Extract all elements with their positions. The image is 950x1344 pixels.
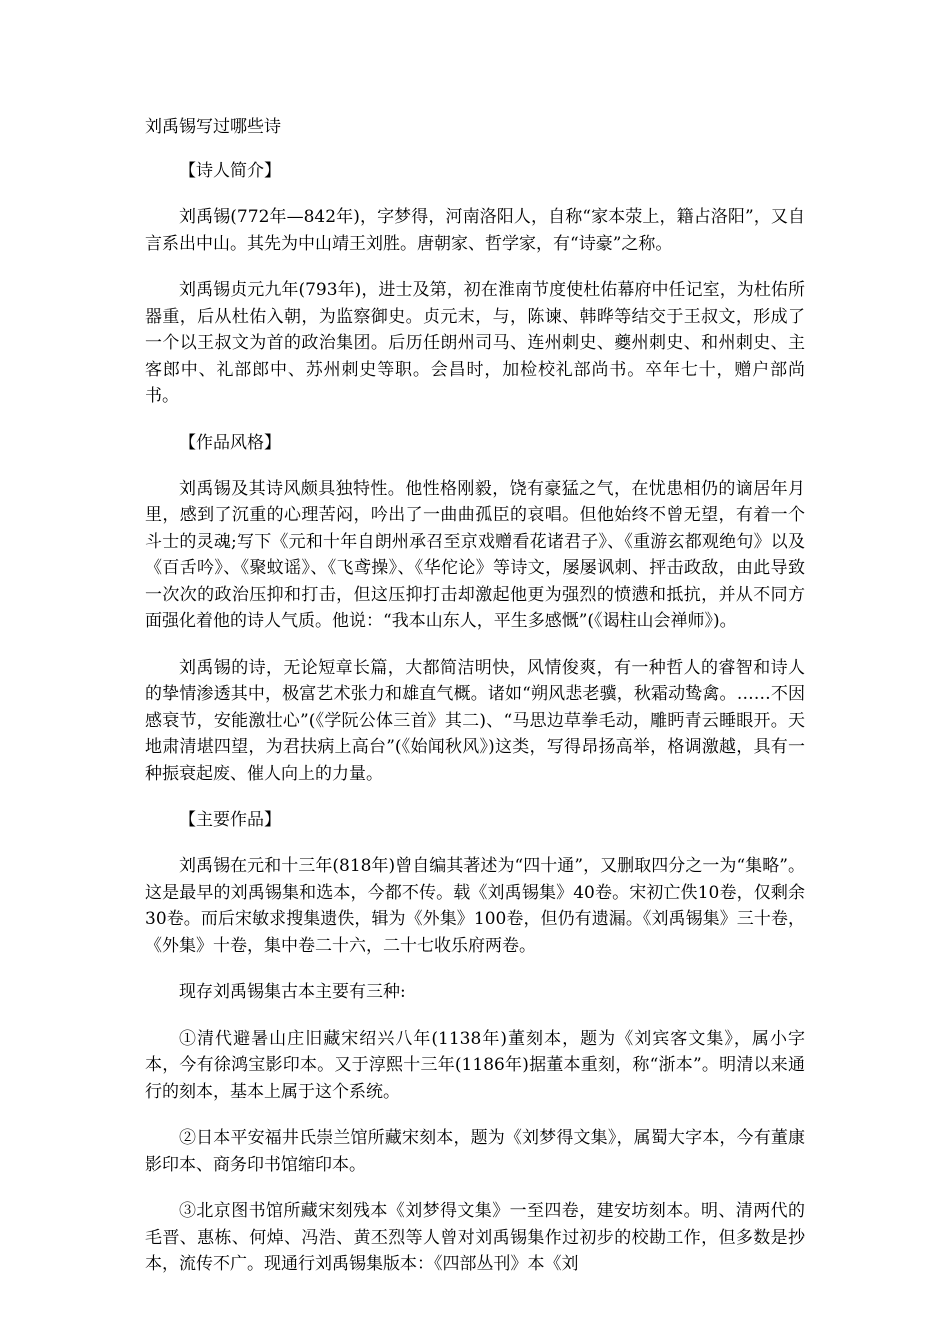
paragraph: 刘禹锡及其诗风颇具独特性。他性格刚毅，饶有豪猛之气，在忧患相仍的谪居年月里，感到了沉重的心理苦闷，吟出了一曲曲孤臣的哀唱。但他始终不曾无望，有着一个斗士的灵魂;写下《元和十年自朗州承召至京戏赠看花诸君子》、《重游玄都观绝句》以及《百舌吟》、《聚蚊谣》、《飞鸢操》、《华佗论》等诗文，屡屡讽刺、抨击政敌，由此导致一次次的政治压抑和打击，但这压抑打击却激起他更为强烈的愤懑和抵抗，并从不同方面强化着他的诗人气质。他说：“我本山东人，平生多感慨”(《谒柱山会禅师》)。 (145, 478, 805, 631)
document-title: 刘禹锡写过哪些诗 (145, 117, 281, 137)
paragraph: ①清代避暑山庄旧藏宋绍兴八年(1138年)董刻本，题为《刘宾客文集》，属小字本，今有徐鸿宝影印本。又于淳熙十三年(1186年)据董本重刻，称“浙本”。明清以来通行的刻本，基本上属于这个系统。 (145, 1028, 805, 1102)
section-heading-works: 【主要作品】 (179, 810, 281, 830)
document-page (145, 114, 805, 1298)
paragraph: 刘禹锡在元和十三年(818年)曾自编其著述为“四十通”，又删取四分之一为“集略”。这是最早的刘禹锡集和选本，今都不传。载《刘禹锡集》40卷。宋初亡佚10卷，仅剩余30卷。而后宋敏求搜集遗佚，辑为《外集》100卷，但仍有遗漏。《刘禹锡集》三十卷，《外集》十卷，集中卷二十六，二十七收乐府两卷。 (145, 856, 805, 956)
section-heading-intro: 【诗人简介】 (179, 161, 281, 181)
paragraph: ③北京图书馆所藏宋刻残本《刘梦得文集》一至四卷，建安坊刻本。明、清两代的毛晋、惠栋、何焯、冯浩、黄丕烈等人曾对刘禹锡集作过初步的校勘工作，但多数是抄本，流传不广。现通行刘禹锡集版本：《四部丛刊》本《刘 (145, 1201, 805, 1274)
paragraph: 刘禹锡(772年—842年)，字梦得，河南洛阳人，自称“家本荥上，籍占洛阳”，又自言系出中山。其先为中山靖王刘胜。唐朝家、哲学家，有“诗豪”之称。 (145, 207, 805, 254)
section-heading-style: 【作品风格】 (179, 432, 281, 453)
paragraph: 刘禹锡的诗，无论短章长篇，大都简洁明快，风情俊爽，有一种哲人的睿智和诗人的挚情渗透其中，极富艺术张力和雄直气概。诸如“朔风悲老骥，秋霜动鸷禽。……不因感衰节，安能激壮心”(《学阮公体三首》其二)、“马思边草拳毛动，雕眄青云睡眼开。天地肃清堪四望，为君扶病上高台”(《始闻秋风》)这类，写得昂扬高举，格调激越，具有一种振衰起废、催人向上的力量。 (145, 657, 805, 784)
paragraph: ②日本平安福井氏崇兰馆所藏宋刻本，题为《刘梦得文集》，属蜀大字本，今有董康影印本、商务印书馆缩印本。 (145, 1128, 805, 1175)
paragraph: 现存刘禹锡集古本主要有三种: (179, 982, 406, 1002)
paragraph: 刘禹锡贞元九年(793年)，进士及第，初在淮南节度使杜佑幕府中任记室，为杜佑所器重，后从杜佑入朝，为监察御史。贞元末，与，陈谏、韩晔等结交于王叔文，形成了一个以王叔文为首的政治集团。后历任朗州司马、连州刺史、夔州刺史、和州刺史、主客郎中、礼部郎中、苏州刺史等职。会昌时，加检校礼部尚书。卒年七十，赠户部尚书。 (145, 280, 805, 406)
